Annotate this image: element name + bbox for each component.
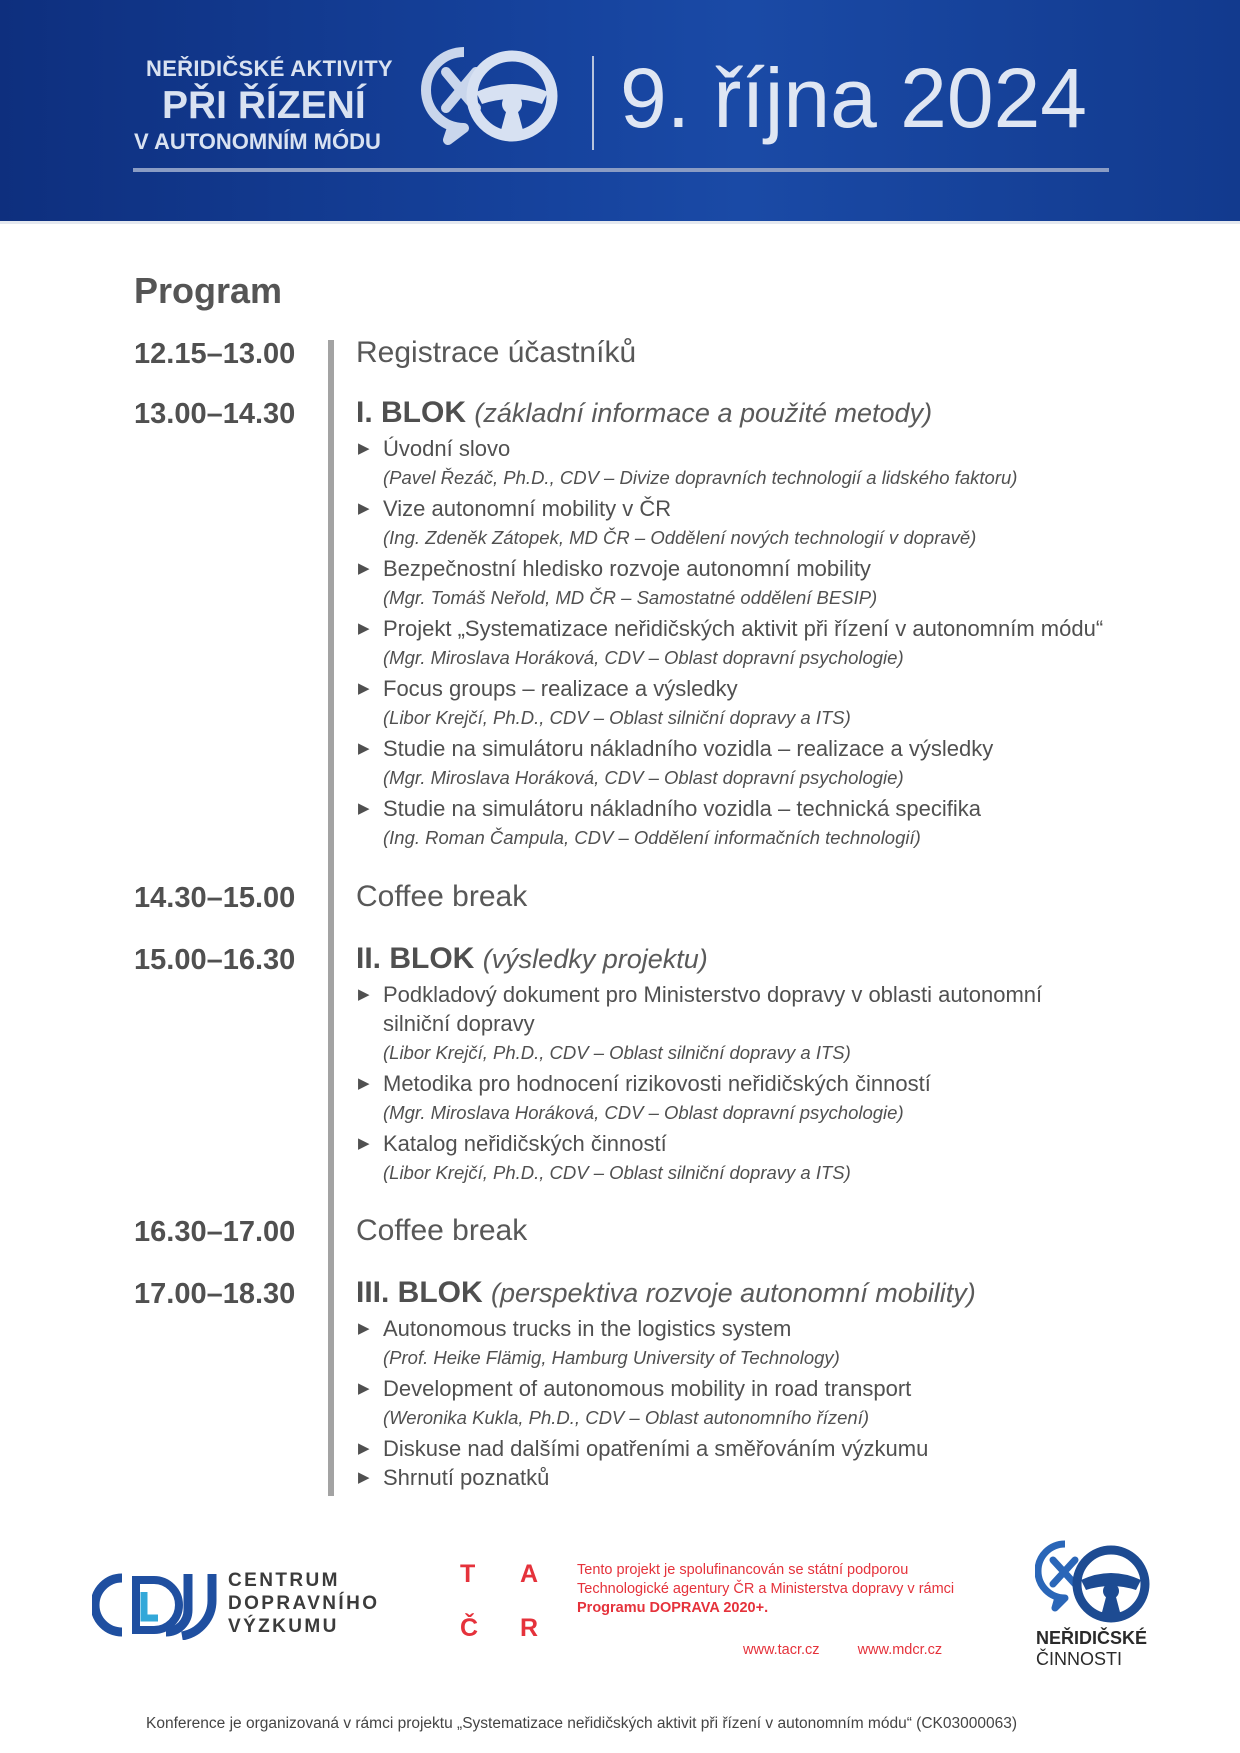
nc-logo-text-line2: ČINNOSTI (1036, 1649, 1123, 1669)
list-item: ▶ Katalog neřidičských činností (358, 1131, 667, 1156)
row-time: 15.00–16.30 (134, 944, 296, 976)
block-heading (356, 396, 1140, 430)
row-label: Coffee break (356, 880, 528, 913)
list-item: ▶ Projekt „Systematizace neřidičských aktivit při řízení v autonomním módu“ (358, 616, 1104, 641)
triangle-bullet-icon: ▶ (358, 800, 370, 817)
list-item: ▶ Diskuse nad dalšími opatřeními a směřováním výzkumu (358, 1436, 929, 1461)
cdv-logo (92, 1570, 226, 1640)
program-title: Program (134, 270, 283, 311)
triangle-bullet-icon: ▶ (358, 680, 370, 697)
list-item: ▶ Autonomous trucks in the logistics system (358, 1316, 792, 1341)
cdv-name: CENTRUM DOPRAVNÍHO VÝZKUMU (228, 1570, 380, 1637)
event-title-line1: NEŘIDIČSKÉ AKTIVITY (146, 56, 393, 81)
speaker: (Mgr. Miroslava Horáková, CDV – Oblast dopravní psychologie) (383, 767, 904, 788)
row-time: 17.00–18.30 (134, 1278, 296, 1310)
speaker: (Libor Krejčí, Ph.D., CDV – Oblast silniční dopravy a ITS) (383, 707, 851, 728)
triangle-bullet-icon: ▶ (358, 1440, 370, 1457)
speaker: (Libor Krejčí, Ph.D., CDV – Oblast silniční dopravy a ITS) (383, 1162, 851, 1183)
funding-note: Tento projekt je spolufinancován se státní podporou Technologické agentury ČR a Ministerstva dopravy v rámci Programu DOPRAVA 2020+. (577, 1562, 955, 1616)
list-item: ▶ Vize autonomní mobility v ČR (358, 496, 672, 521)
header-separator (592, 56, 594, 150)
list-item: ▶ Studie na simulátoru nákladního vozidla – realizace a výsledky (358, 736, 994, 761)
speaker: (Weronika Kukla, Ph.D., CDV – Oblast autonomního řízení) (383, 1407, 870, 1428)
row-time: 13.00–14.30 (134, 398, 296, 430)
block-heading (356, 1276, 1140, 1310)
triangle-bullet-icon: ▶ (358, 740, 370, 757)
speaker: (Ing. Zdeněk Zátopek, MD ČR – Oddělení nových technologií v dopravě) (383, 527, 977, 548)
block-subtitle: (výsledky projektu) (482, 944, 708, 974)
block-heading (356, 942, 1140, 976)
footnote: Konference je organizovaná v rámci projektu „Systematizace neřidičských aktivit při řízení v autonomním módu“ (CK03000063) (146, 1715, 1017, 1732)
speaker: (Ing. Roman Čampula, CDV – Oddělení informačních technologií) (383, 827, 921, 848)
timeline-divider (328, 340, 334, 1496)
header-rule (133, 168, 1109, 172)
triangle-bullet-icon: ▶ (358, 986, 370, 1003)
list-item: ▶ Metodika pro hodnocení rizikovosti neřidičských činností (358, 1071, 931, 1096)
block-name: I. BLOK (356, 396, 466, 429)
nc-steering-wheel-logo (1035, 1540, 1153, 1632)
event-date: 9. října 2024 (620, 51, 1088, 145)
speaker: (Prof. Heike Flämig, Hamburg University of Technology) (383, 1347, 840, 1368)
triangle-bullet-icon: ▶ (358, 1135, 370, 1152)
list-item: ▶ Development of autonomous mobility in road transport (358, 1376, 912, 1401)
triangle-bullet-icon: ▶ (358, 500, 370, 517)
list-item: ▶ Studie na simulátoru nákladního vozidla – technická specifika (358, 796, 982, 821)
steering-wheel-chat-icon (418, 42, 568, 152)
row-time: 12.15–13.00 (134, 338, 296, 370)
block-subtitle: (základní informace a použité metody) (474, 398, 933, 428)
block-subtitle: (perspektiva rozvoje autonomní mobility) (491, 1278, 976, 1308)
triangle-bullet-icon: ▶ (358, 440, 370, 457)
nc-logo-text-line1: NEŘIDIČSKÉ (1036, 1628, 1148, 1648)
speaker: (Libor Krejčí, Ph.D., CDV – Oblast silniční dopravy a ITS) (383, 1042, 851, 1063)
row-label: Registrace účastníků (356, 336, 637, 369)
list-item: ▶ Focus groups – realizace a výsledky (358, 676, 738, 701)
triangle-bullet-icon: ▶ (358, 1320, 370, 1337)
tacr-link[interactable]: www.tacr.cz (743, 1642, 820, 1658)
triangle-bullet-icon: ▶ (358, 1469, 370, 1486)
event-title-line2: PŘI ŘÍZENÍ (162, 84, 366, 127)
triangle-bullet-icon: ▶ (358, 1380, 370, 1397)
triangle-bullet-icon: ▶ (358, 1075, 370, 1092)
mdcr-link[interactable]: www.mdcr.cz (857, 1642, 943, 1658)
list-item: ▶ Úvodní slovo (358, 436, 511, 461)
row-label: Coffee break (356, 1214, 528, 1247)
list-item: ▶ Shrnutí poznatků (358, 1465, 550, 1490)
funding-links (743, 1642, 976, 1658)
tacr-logo: T A Č R (460, 1560, 539, 1642)
speaker: (Mgr. Miroslava Horáková, CDV – Oblast dopravní psychologie) (383, 647, 904, 668)
triangle-bullet-icon: ▶ (358, 560, 370, 577)
triangle-bullet-icon: ▶ (358, 620, 370, 637)
row-time: 16.30–17.00 (134, 1216, 296, 1248)
list-item: ▶ Podkladový dokument pro Ministerstvo dopravy v oblasti autonomní silniční dopravy (358, 982, 1043, 1036)
header-banner (0, 0, 1240, 224)
row-time: 14.30–15.00 (134, 882, 296, 914)
event-title-line3: V AUTONOMNÍM MÓDU (134, 129, 381, 154)
list-item: ▶ Bezpečnostní hledisko rozvoje autonomní mobility (358, 556, 871, 581)
block-name: III. BLOK (356, 1276, 483, 1309)
speaker: (Pavel Řezáč, Ph.D., CDV – Divize dopravních technologií a lidského faktoru) (383, 467, 1018, 488)
speaker: (Mgr. Tomáš Neřold, MD ČR – Samostatné oddělení BESIP) (383, 587, 878, 608)
speaker: (Mgr. Miroslava Horáková, CDV – Oblast dopravní psychologie) (383, 1102, 904, 1123)
block-name: II. BLOK (356, 942, 475, 975)
